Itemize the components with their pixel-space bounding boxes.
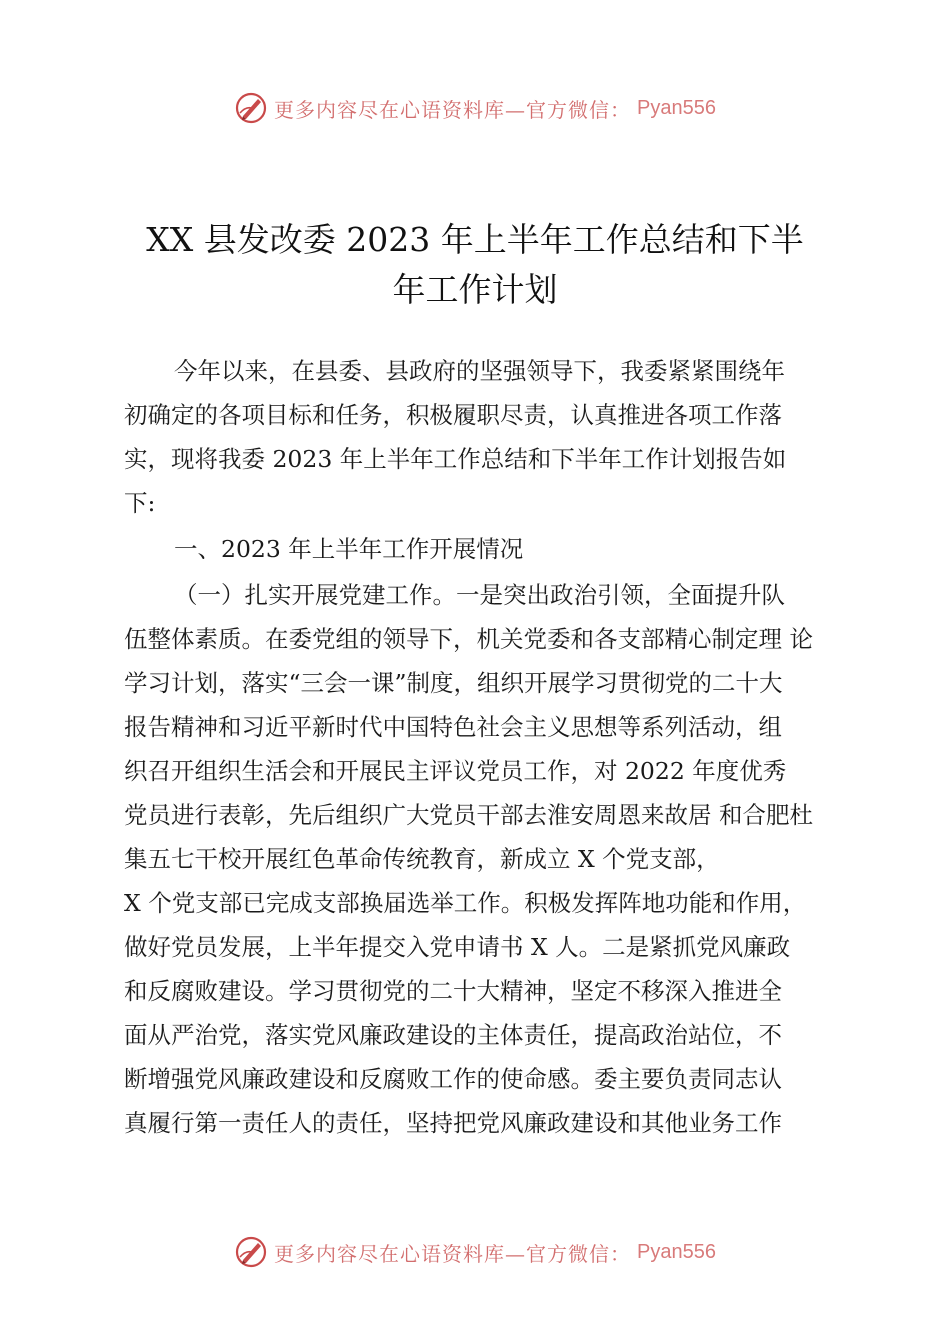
body-line: （一）扎实开展党建工作。一是突出政治引领，全面提升队 <box>174 581 785 609</box>
body-line: X 个党支部已完成支部换届选举工作。积极发挥阵地功能和作用， <box>124 889 807 917</box>
body-line: 初确定的各项目标和任务，积极履职尽责，认真推进各项工作落 <box>124 401 782 429</box>
document-title <box>100 215 850 315</box>
title-line-2: 年工作计划 <box>392 270 558 309</box>
body-line: 织召开组织生活会和开展民主评议党员工作，对 2022 年度优秀 <box>124 757 787 785</box>
body-line: 下: <box>124 489 156 517</box>
watermark-text: 更多内容尽在心语资料库—官方微信： <box>274 1241 632 1266</box>
body-line: 集五七干校开展红色革命传统教育，新成立 X 个党支部， <box>124 845 720 873</box>
watermark-text: 更多内容尽在心语资料库—官方微信： <box>274 97 632 122</box>
body-line: 实，现将我委 2023 年上半年工作总结和下半年工作计划报告如 <box>124 445 787 473</box>
title-line-1: XX 县发改委 2023 年上半年工作总结和下半 <box>146 220 804 259</box>
watermark-bottom <box>0 1232 950 1272</box>
body-line: 学习计划，落实“三会一课”制度，组织开展学习贯彻党的二十大 <box>124 669 783 697</box>
watermark-id: Pyan556 <box>637 96 716 119</box>
body-line: 做好党员发展，上半年提交入党申请书 X 人。二是紧抓党风廉政 <box>124 933 791 961</box>
watermark-id: Pyan556 <box>637 1240 716 1263</box>
body-line: 今年以来，在县委、县政府的坚强领导下，我委紧紧围绕年 <box>174 357 785 385</box>
body-line: 和反腐败建设。学习贯彻党的二十大精神，坚定不移深入推进全 <box>124 977 782 1005</box>
section-heading: 一、2023 年上半年工作开展情况 <box>174 535 524 563</box>
body-line: 伍整体素质。在委党组的领导下，机关党委和各支部精心制定理 论 <box>124 625 813 653</box>
pen-logo-icon <box>234 91 268 125</box>
body-line: 报告精神和习近平新时代中国特色社会主义思想等系列活动，组 <box>124 713 782 741</box>
watermark-top <box>0 88 950 128</box>
body-line: 真履行第一责任人的责任，坚持把党风廉政建设和其他业务工作 <box>124 1109 782 1137</box>
body-line: 面从严治党，落实党风廉政建设的主体责任，提高政治站位，不 <box>124 1021 782 1049</box>
pen-logo-icon <box>234 1235 268 1269</box>
body-line: 断增强党风廉政建设和反腐败工作的使命感。委主要负责同志认 <box>124 1065 782 1093</box>
body-line: 党员进行表彰，先后组织广大党员干部去淮安周恩来故居 和合肥杜 <box>124 801 813 829</box>
